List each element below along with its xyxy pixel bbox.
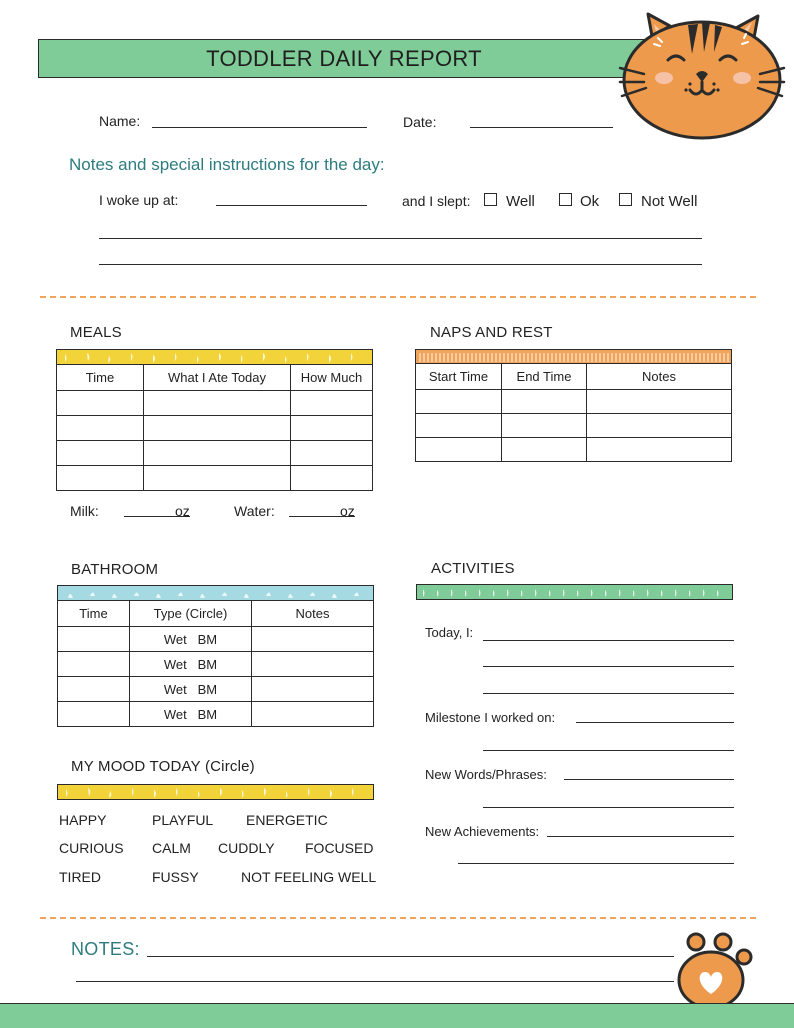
wet-option[interactable]: Wet <box>163 706 187 722</box>
tiger-face-icon <box>618 8 788 143</box>
mood-pattern-strip <box>57 784 374 800</box>
mood-fussy[interactable]: FUSSY <box>152 869 199 885</box>
mood-energetic[interactable]: ENERGETIC <box>246 812 328 828</box>
notes-heading: Notes and special instructions for the day: <box>69 155 385 174</box>
water-label: Water: <box>234 503 275 519</box>
mood-curious[interactable]: CURIOUS <box>59 840 124 856</box>
meals-col-time: Time <box>57 365 144 391</box>
table-row[interactable] <box>57 466 373 491</box>
bathroom-title: BATHROOM <box>71 561 159 578</box>
page-title: TODDLER DAILY REPORT <box>206 46 482 71</box>
wet-option[interactable]: Wet <box>163 631 187 647</box>
activities-title: ACTIVITIES <box>431 560 515 577</box>
footer-bar <box>0 1003 794 1028</box>
mood-title: MY MOOD TODAY (Circle) <box>71 758 255 775</box>
sleep-well-checkbox[interactable] <box>484 193 497 206</box>
table-row[interactable] <box>58 677 374 702</box>
today-line-3[interactable] <box>483 693 734 694</box>
date-field[interactable] <box>470 127 613 128</box>
table-row[interactable] <box>416 414 732 438</box>
slept-label: and I slept: <box>402 193 471 209</box>
meals-pattern-strip <box>56 349 373 365</box>
mood-tired[interactable]: TIRED <box>59 869 101 885</box>
table-row[interactable] <box>416 390 732 414</box>
bathroom-table <box>57 600 374 727</box>
mood-playful[interactable]: PLAYFUL <box>152 812 214 828</box>
sleep-notwell-label: Not Well <box>641 193 698 210</box>
divider <box>40 917 756 919</box>
sleep-ok-checkbox[interactable] <box>559 193 572 206</box>
table-row[interactable] <box>57 391 373 416</box>
water-unit: oz <box>340 503 355 519</box>
mood-happy[interactable]: HAPPY <box>59 812 107 828</box>
bm-option[interactable]: BM <box>197 631 218 647</box>
achievements-label: New Achievements: <box>425 824 540 839</box>
notes-line-1[interactable] <box>99 238 702 239</box>
divider <box>40 296 756 298</box>
naps-table <box>415 363 732 462</box>
sleep-ok-label: Ok <box>580 193 600 210</box>
paw-heart-icon <box>674 930 756 1012</box>
meals-table <box>56 364 373 491</box>
activities-pattern-strip <box>416 584 733 600</box>
mood-calm[interactable]: CALM <box>152 840 191 856</box>
table-row[interactable] <box>58 702 374 727</box>
meals-col-amount: How Much <box>291 365 373 391</box>
bathroom-col-time: Time <box>58 601 130 627</box>
woke-time-field[interactable] <box>216 205 367 206</box>
today-line-2[interactable] <box>483 666 734 667</box>
table-row[interactable] <box>58 627 374 652</box>
wet-option[interactable]: Wet <box>163 681 187 697</box>
naps-col-notes: Notes <box>587 364 732 390</box>
bm-option[interactable]: BM <box>197 681 218 697</box>
sleep-well-label: Well <box>506 193 535 210</box>
words-label: New Words/Phrases: <box>425 767 547 782</box>
bathroom-pattern-strip <box>57 585 374 601</box>
table-row[interactable] <box>416 438 732 462</box>
naps-col-start: Start Time <box>416 364 502 390</box>
naps-col-end: End Time <box>502 364 587 390</box>
today-line-1[interactable] <box>483 640 734 641</box>
today-label: Today, I: <box>425 625 474 640</box>
words-line-1[interactable] <box>564 779 734 780</box>
achievements-line-2[interactable] <box>458 863 734 864</box>
name-field[interactable] <box>152 127 367 128</box>
bathroom-col-type: Type (Circle) <box>130 601 252 627</box>
meals-title: MEALS <box>70 324 122 341</box>
mood-focused[interactable]: FOCUSED <box>305 840 374 856</box>
notes-line-2[interactable] <box>99 264 702 265</box>
bathroom-col-notes: Notes <box>252 601 374 627</box>
milk-unit: oz <box>175 503 190 519</box>
bm-option[interactable]: BM <box>197 656 218 672</box>
milestone-line-2[interactable] <box>483 750 734 751</box>
milk-label: Milk: <box>70 503 99 519</box>
wet-option[interactable]: Wet <box>163 656 187 672</box>
name-label: Name: <box>99 113 141 129</box>
bm-option[interactable]: BM <box>197 706 218 722</box>
woke-label: I woke up at: <box>99 192 179 208</box>
date-label: Date: <box>403 114 437 130</box>
sleep-notwell-checkbox[interactable] <box>619 193 632 206</box>
achievements-line-1[interactable] <box>547 836 734 837</box>
table-row[interactable] <box>57 416 373 441</box>
table-row[interactable] <box>57 441 373 466</box>
words-line-2[interactable] <box>483 807 734 808</box>
mood-not-feeling-well[interactable]: NOT FEELING WELL <box>241 869 377 885</box>
table-row[interactable] <box>58 652 374 677</box>
naps-title: NAPS AND REST <box>430 324 553 341</box>
notes-footer-line-1[interactable] <box>147 956 674 957</box>
notes-footer-line-2[interactable] <box>76 981 674 982</box>
meals-col-food: What I Ate Today <box>144 365 291 391</box>
milestone-label: Milestone I worked on: <box>425 710 556 725</box>
notes-footer-label: NOTES: <box>71 939 140 959</box>
milestone-line-1[interactable] <box>576 722 734 723</box>
mood-cuddly[interactable]: CUDDLY <box>218 840 275 856</box>
naps-pattern-strip <box>415 349 732 364</box>
